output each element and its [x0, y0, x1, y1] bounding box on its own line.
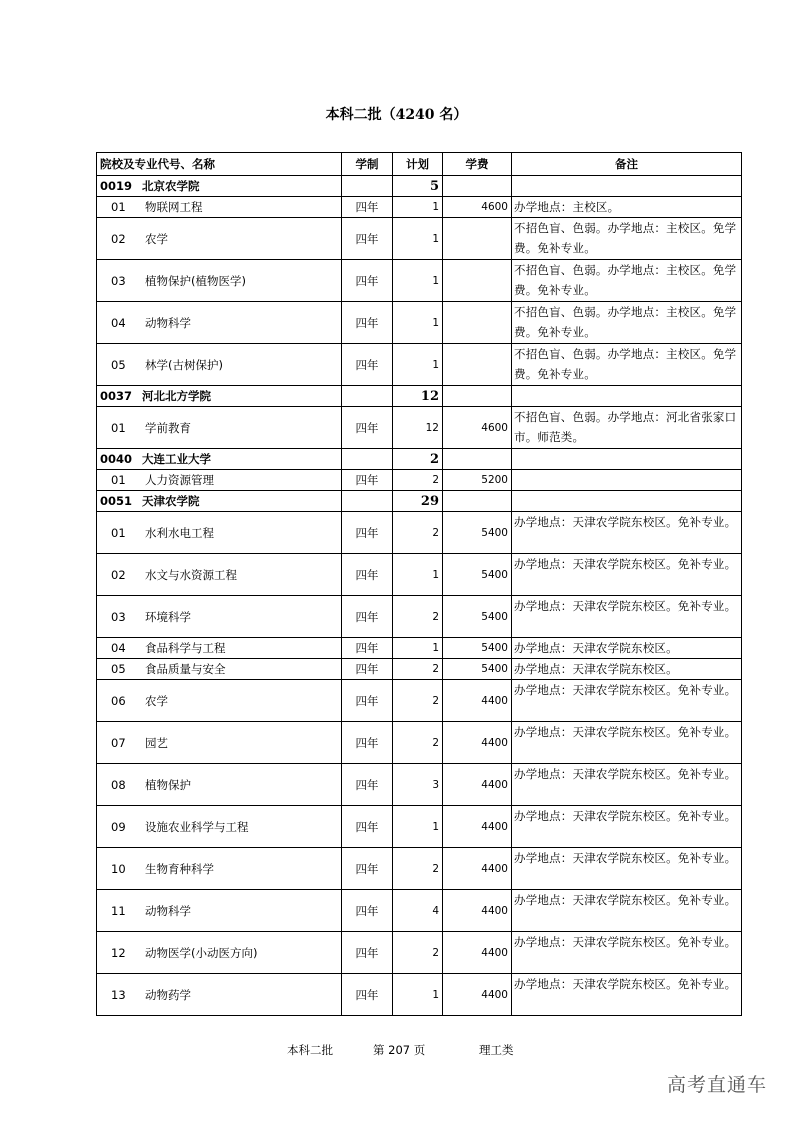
school-plan-total: 5 — [393, 176, 443, 197]
watermark-logo: 高考直通车 — [666, 1074, 767, 1096]
major-note: 办学地点：天津农学院东校区。免补专业。 — [512, 890, 742, 932]
major-fee: 4400 — [443, 890, 512, 932]
major-code: 01 — [111, 200, 126, 214]
major-name: 林学(古树保护) — [145, 357, 223, 372]
major-plan: 2 — [393, 932, 443, 974]
major-plan: 1 — [393, 302, 443, 344]
major-name: 农学 — [145, 693, 168, 708]
major-name: 食品质量与安全 — [145, 662, 226, 676]
major-fee: 4400 — [443, 764, 512, 806]
school-note-cell — [512, 491, 742, 512]
major-note: 办学地点：天津农学院东校区。免补专业。 — [512, 806, 742, 848]
school-code: 0019 — [100, 179, 133, 193]
major-plan: 2 — [393, 680, 443, 722]
school-plan-total: 29 — [393, 491, 443, 512]
major-note: 办学地点：天津农学院东校区。 — [512, 638, 742, 659]
major-code: 13 — [111, 987, 126, 1002]
major-note: 办学地点：天津农学院东校区。免补专业。 — [512, 680, 742, 722]
major-plan: 1 — [393, 638, 443, 659]
header-system: 学制 — [342, 153, 393, 176]
major-name: 植物保护 — [145, 777, 191, 792]
major-row — [97, 890, 742, 932]
major-code: 02 — [111, 231, 126, 246]
major-plan: 2 — [393, 470, 443, 491]
major-fee — [443, 302, 512, 344]
school-fee-cell — [443, 386, 512, 407]
school-code: 0051 — [100, 494, 133, 508]
major-code: 10 — [111, 861, 126, 876]
major-name-cell — [97, 554, 342, 596]
major-fee: 4600 — [443, 407, 512, 449]
major-row — [97, 638, 742, 659]
major-note: 不招色盲、色弱。办学地点：河北省张家口市。师范类。 — [512, 407, 742, 449]
major-plan: 2 — [393, 512, 443, 554]
major-row — [97, 302, 742, 344]
major-note: 办学地点：天津农学院东校区。免补专业。 — [512, 554, 742, 596]
school-row — [97, 176, 742, 197]
major-fee: 5400 — [443, 512, 512, 554]
major-note: 办学地点：天津农学院东校区。免补专业。 — [512, 974, 742, 1016]
school-name: 河北北方学院 — [142, 389, 211, 403]
header-note: 备注 — [512, 153, 742, 176]
major-note: 办学地点：天津农学院东校区。免补专业。 — [512, 596, 742, 638]
major-code: 06 — [111, 693, 126, 708]
major-system: 四年 — [342, 890, 393, 932]
major-note: 办学地点：天津农学院东校区。免补专业。 — [512, 932, 742, 974]
major-fee: 5400 — [443, 596, 512, 638]
footer-batch: 本科二批 — [287, 1043, 333, 1057]
major-system: 四年 — [342, 470, 393, 491]
major-system: 四年 — [342, 932, 393, 974]
school-system-cell — [342, 449, 393, 470]
school-name: 大连工业大学 — [142, 452, 211, 466]
major-plan: 4 — [393, 890, 443, 932]
school-row — [97, 386, 742, 407]
school-row — [97, 491, 742, 512]
major-row — [97, 764, 742, 806]
school-name: 北京农学院 — [142, 179, 200, 193]
school-note-cell — [512, 449, 742, 470]
major-name: 食品科学与工程 — [145, 641, 226, 655]
major-name: 学前教育 — [145, 420, 191, 435]
major-fee: 5200 — [443, 470, 512, 491]
major-name-cell — [97, 197, 342, 218]
major-system: 四年 — [342, 554, 393, 596]
major-code: 08 — [111, 777, 126, 792]
major-code: 04 — [111, 315, 126, 330]
major-name: 生物育种科学 — [145, 861, 214, 876]
major-code: 01 — [111, 420, 126, 435]
header-fee: 学费 — [443, 153, 512, 176]
major-plan: 2 — [393, 848, 443, 890]
major-name-cell — [97, 848, 342, 890]
major-code: 11 — [111, 903, 126, 918]
major-row — [97, 722, 742, 764]
major-system: 四年 — [342, 974, 393, 1016]
major-code: 01 — [111, 525, 126, 540]
major-code: 04 — [111, 641, 126, 655]
major-name: 动物药学 — [145, 987, 191, 1002]
major-system: 四年 — [342, 512, 393, 554]
major-fee — [443, 260, 512, 302]
major-fee: 4400 — [443, 806, 512, 848]
major-plan: 1 — [393, 806, 443, 848]
major-fee — [443, 344, 512, 386]
school-name: 天津农学院 — [142, 494, 200, 508]
major-plan: 2 — [393, 659, 443, 680]
major-note: 不招色盲、色弱。办学地点：主校区。免学费。免补专业。 — [512, 302, 742, 344]
major-note: 不招色盲、色弱。办学地点：主校区。免学费。免补专业。 — [512, 260, 742, 302]
major-code: 03 — [111, 273, 126, 288]
major-system: 四年 — [342, 722, 393, 764]
major-plan: 1 — [393, 344, 443, 386]
school-plan-total: 12 — [393, 386, 443, 407]
major-fee: 4400 — [443, 932, 512, 974]
major-name-cell — [97, 218, 342, 260]
major-note: 办学地点：天津农学院东校区。免补专业。 — [512, 764, 742, 806]
major-name: 动物科学 — [145, 903, 191, 918]
school-note-cell — [512, 176, 742, 197]
major-system: 四年 — [342, 260, 393, 302]
major-fee — [443, 218, 512, 260]
major-name-cell — [97, 722, 342, 764]
major-system: 四年 — [342, 638, 393, 659]
major-row — [97, 932, 742, 974]
major-row — [97, 218, 742, 260]
major-code: 03 — [111, 609, 126, 624]
school-name-cell — [97, 491, 342, 512]
school-system-cell — [342, 176, 393, 197]
school-system-cell — [342, 386, 393, 407]
major-name-cell — [97, 932, 342, 974]
major-name-cell — [97, 764, 342, 806]
major-code: 12 — [111, 945, 126, 960]
admission-table — [96, 152, 742, 1016]
school-note-cell — [512, 386, 742, 407]
major-system: 四年 — [342, 197, 393, 218]
major-plan: 1 — [393, 260, 443, 302]
major-note: 办学地点：天津农学院东校区。 — [512, 659, 742, 680]
major-note: 办学地点：天津农学院东校区。免补专业。 — [512, 512, 742, 554]
major-plan: 12 — [393, 407, 443, 449]
major-system: 四年 — [342, 596, 393, 638]
major-fee: 4400 — [443, 848, 512, 890]
major-system: 四年 — [342, 848, 393, 890]
major-row — [97, 512, 742, 554]
major-name: 农学 — [145, 231, 168, 246]
school-name-cell — [97, 176, 342, 197]
major-note — [512, 470, 742, 491]
major-name-cell — [97, 260, 342, 302]
major-row — [97, 407, 742, 449]
major-name: 动物医学(小动医方向) — [145, 945, 258, 960]
major-name-cell — [97, 596, 342, 638]
major-name: 人力资源管理 — [145, 473, 214, 487]
major-plan: 2 — [393, 722, 443, 764]
table-header-row — [97, 153, 742, 176]
major-name: 设施农业科学与工程 — [145, 819, 249, 834]
major-name-cell — [97, 512, 342, 554]
major-system: 四年 — [342, 680, 393, 722]
major-system: 四年 — [342, 806, 393, 848]
major-name-cell — [97, 470, 342, 491]
school-fee-cell — [443, 491, 512, 512]
major-row — [97, 659, 742, 680]
major-row — [97, 680, 742, 722]
major-name-cell — [97, 659, 342, 680]
major-name: 物联网工程 — [145, 200, 203, 214]
major-system: 四年 — [342, 764, 393, 806]
major-plan: 1 — [393, 974, 443, 1016]
major-row — [97, 806, 742, 848]
major-fee: 4600 — [443, 197, 512, 218]
major-system: 四年 — [342, 659, 393, 680]
major-name-cell — [97, 890, 342, 932]
header-plan: 计划 — [393, 153, 443, 176]
major-row — [97, 848, 742, 890]
major-fee: 4400 — [443, 680, 512, 722]
school-name-cell — [97, 386, 342, 407]
major-code: 07 — [111, 735, 126, 750]
major-name: 水利水电工程 — [145, 525, 214, 540]
major-plan: 1 — [393, 218, 443, 260]
header-name: 院校及专业代号、名称 — [97, 153, 342, 176]
major-note: 不招色盲、色弱。办学地点：主校区。免学费。免补专业。 — [512, 344, 742, 386]
major-name-cell — [97, 680, 342, 722]
major-name: 动物科学 — [145, 315, 191, 330]
major-row — [97, 470, 742, 491]
major-row — [97, 596, 742, 638]
major-code: 09 — [111, 819, 126, 834]
major-fee: 4400 — [443, 974, 512, 1016]
major-plan: 1 — [393, 197, 443, 218]
major-fee: 5400 — [443, 638, 512, 659]
school-code: 0040 — [100, 452, 133, 466]
major-plan: 3 — [393, 764, 443, 806]
major-code: 05 — [111, 357, 126, 372]
major-row — [97, 554, 742, 596]
major-system: 四年 — [342, 344, 393, 386]
major-system: 四年 — [342, 302, 393, 344]
major-name: 植物保护(植物医学) — [145, 273, 246, 288]
major-fee: 4400 — [443, 722, 512, 764]
school-code: 0037 — [100, 389, 133, 403]
major-row — [97, 974, 742, 1016]
major-name-cell — [97, 302, 342, 344]
school-fee-cell — [443, 176, 512, 197]
major-name: 园艺 — [145, 735, 168, 750]
major-name-cell — [97, 638, 342, 659]
major-name-cell — [97, 974, 342, 1016]
major-system: 四年 — [342, 218, 393, 260]
major-name-cell — [97, 806, 342, 848]
major-plan: 2 — [393, 596, 443, 638]
major-plan: 1 — [393, 554, 443, 596]
major-fee: 5400 — [443, 554, 512, 596]
major-name: 水文与水资源工程 — [145, 567, 237, 582]
major-system: 四年 — [342, 407, 393, 449]
major-code: 02 — [111, 567, 126, 582]
major-row — [97, 197, 742, 218]
major-note: 办学地点：主校区。 — [512, 197, 742, 218]
major-fee: 5400 — [443, 659, 512, 680]
major-note: 不招色盲、色弱。办学地点：主校区。免学费。免补专业。 — [512, 218, 742, 260]
major-row — [97, 344, 742, 386]
school-system-cell — [342, 491, 393, 512]
major-row — [97, 260, 742, 302]
major-code: 05 — [111, 662, 126, 676]
page-title: 本科二批（4240 名） — [325, 107, 468, 123]
major-code: 01 — [111, 473, 126, 487]
major-note: 办学地点：天津农学院东校区。免补专业。 — [512, 722, 742, 764]
school-plan-total: 2 — [393, 449, 443, 470]
major-name-cell — [97, 344, 342, 386]
school-fee-cell — [443, 449, 512, 470]
footer-page-number: 第 207 页 — [373, 1043, 426, 1057]
major-name: 环境科学 — [145, 609, 191, 624]
major-note: 办学地点：天津农学院东校区。免补专业。 — [512, 848, 742, 890]
school-row — [97, 449, 742, 470]
school-name-cell — [97, 449, 342, 470]
major-name-cell — [97, 407, 342, 449]
footer-category: 理工类 — [479, 1043, 514, 1057]
